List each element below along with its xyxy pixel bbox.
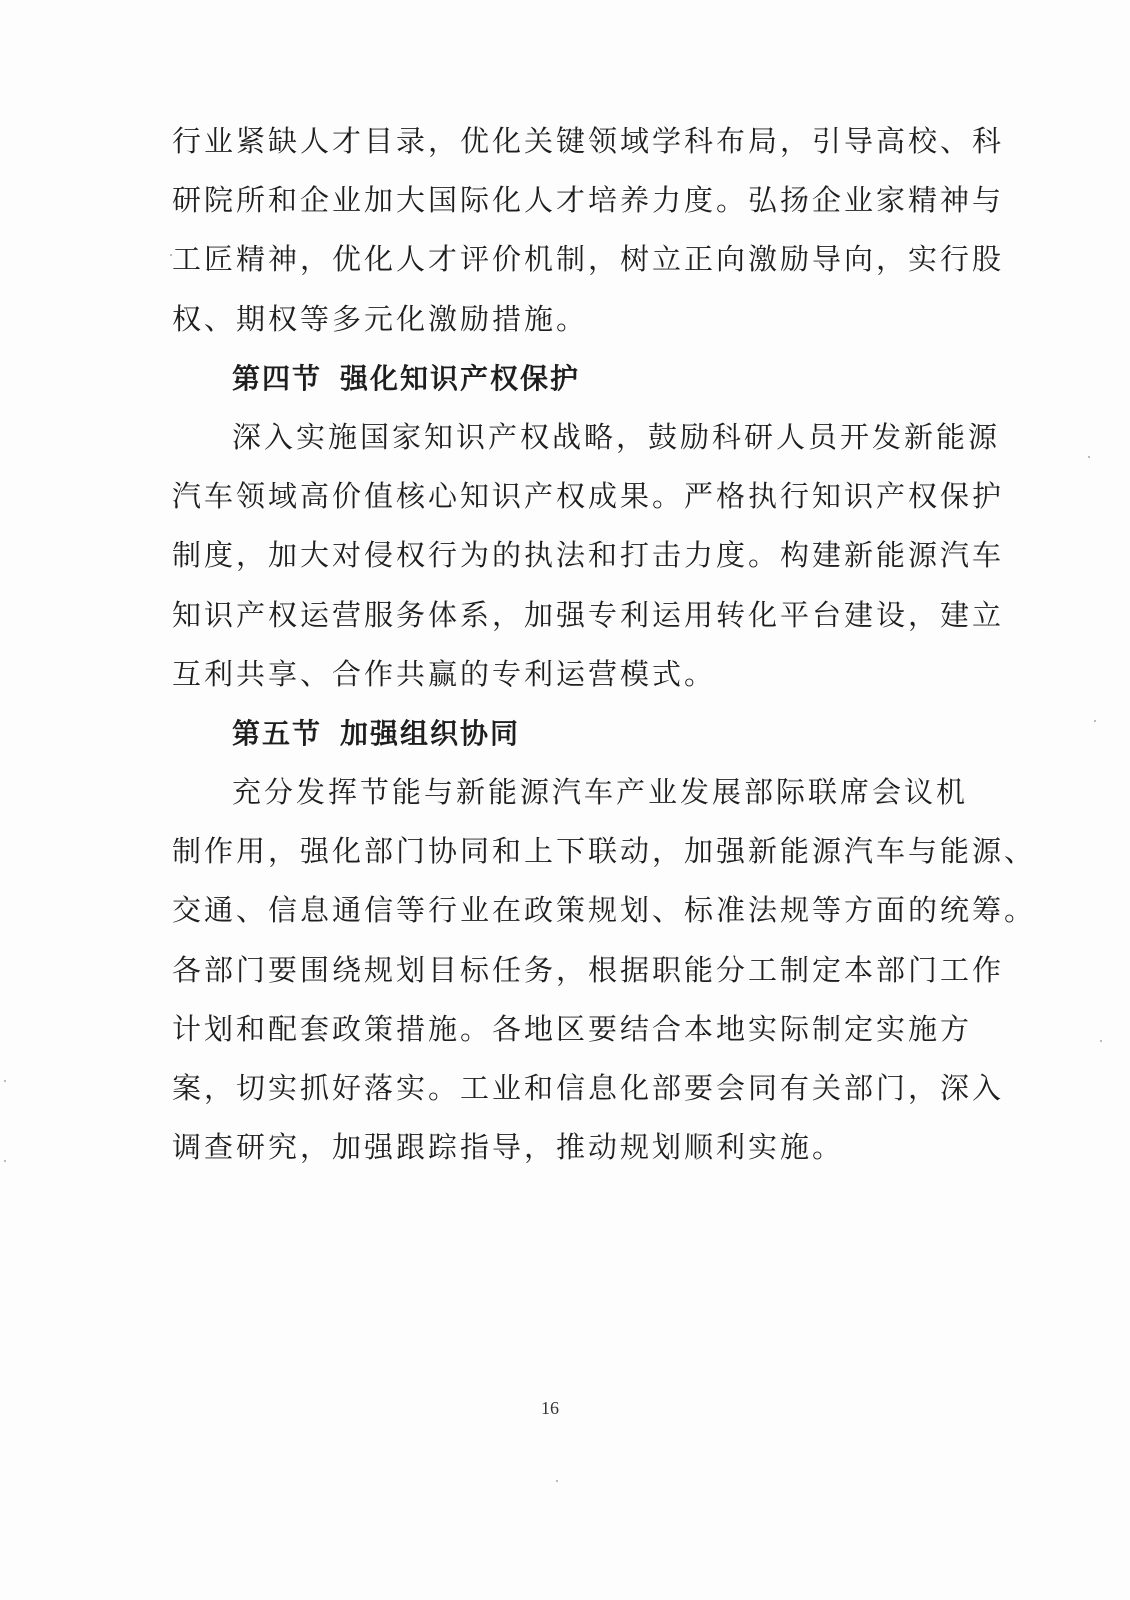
section-number: 第四节 xyxy=(232,361,323,395)
scan-speck xyxy=(170,254,172,256)
text-line: 权、期权等多元化激励措施。 xyxy=(172,301,589,336)
text-line: 深入实施国家知识产权战略，鼓励科研人员开发新能源 xyxy=(232,419,1001,454)
section-title: 强化知识产权保护 xyxy=(340,361,581,395)
text-line: 制作用，强化部门协同和上下联动，加强新能源汽车与能源、 xyxy=(172,834,1037,869)
text-line: 案，切实抓好落实。工业和信息化部要会同有关部门，深入 xyxy=(172,1071,1005,1105)
scan-speck xyxy=(1088,456,1090,458)
page-number: 16 xyxy=(541,1398,559,1418)
text-line: 交通、信息通信等行业在政策规划、标准法规等方面的统筹。 xyxy=(172,893,1037,928)
scan-speck xyxy=(1100,1040,1102,1042)
section-number: 第五节 xyxy=(232,716,323,750)
text-line: 计划和配套政策措施。各地区要结合本地实际制定实施方 xyxy=(172,1011,973,1046)
scan-speck xyxy=(1094,720,1096,722)
scan-speck xyxy=(4,1080,6,1082)
text-line: 知识产权运营服务体系，加强专利运用转化平台建设，建立 xyxy=(172,597,1005,632)
text-line: 研院所和企业加大国际化人才培养力度。弘扬企业家精神与 xyxy=(172,183,1005,218)
text-line: 调查研究，加强跟踪指导，推动规划顺利实施。 xyxy=(172,1130,845,1165)
section-title: 加强组织协同 xyxy=(340,716,521,750)
text-line: 各部门要围绕规划目标任务，根据职能分工制定本部门工作 xyxy=(172,952,1005,987)
text-line: 互利共享、合作共赢的专利运营模式。 xyxy=(172,656,717,691)
text-line: 行业紧缺人才目录，优化关键领域学科布局，引导高校、科 xyxy=(172,124,1005,158)
text-line: 充分发挥节能与新能源汽车产业发展部际联席会议机 xyxy=(232,775,969,810)
text-line: 汽车领域高价值核心知识产权成果。严格执行知识产权保护 xyxy=(172,479,1005,514)
text-line: 工匠精神，优化人才评价机制，树立正向激励导向，实行股 xyxy=(172,242,1005,277)
paragraph-talent xyxy=(172,112,1005,349)
section-heading-4 xyxy=(172,349,942,408)
section-heading-5 xyxy=(172,704,942,763)
text-line: 制度，加大对侵权行为的执法和打击力度。构建新能源汽车 xyxy=(172,538,1005,573)
scan-speck xyxy=(556,1480,558,1482)
paragraph-organization xyxy=(172,763,1037,1177)
body-text xyxy=(172,112,1037,1177)
scan-speck xyxy=(4,1160,6,1162)
paragraph-ip-protection xyxy=(172,408,1005,704)
